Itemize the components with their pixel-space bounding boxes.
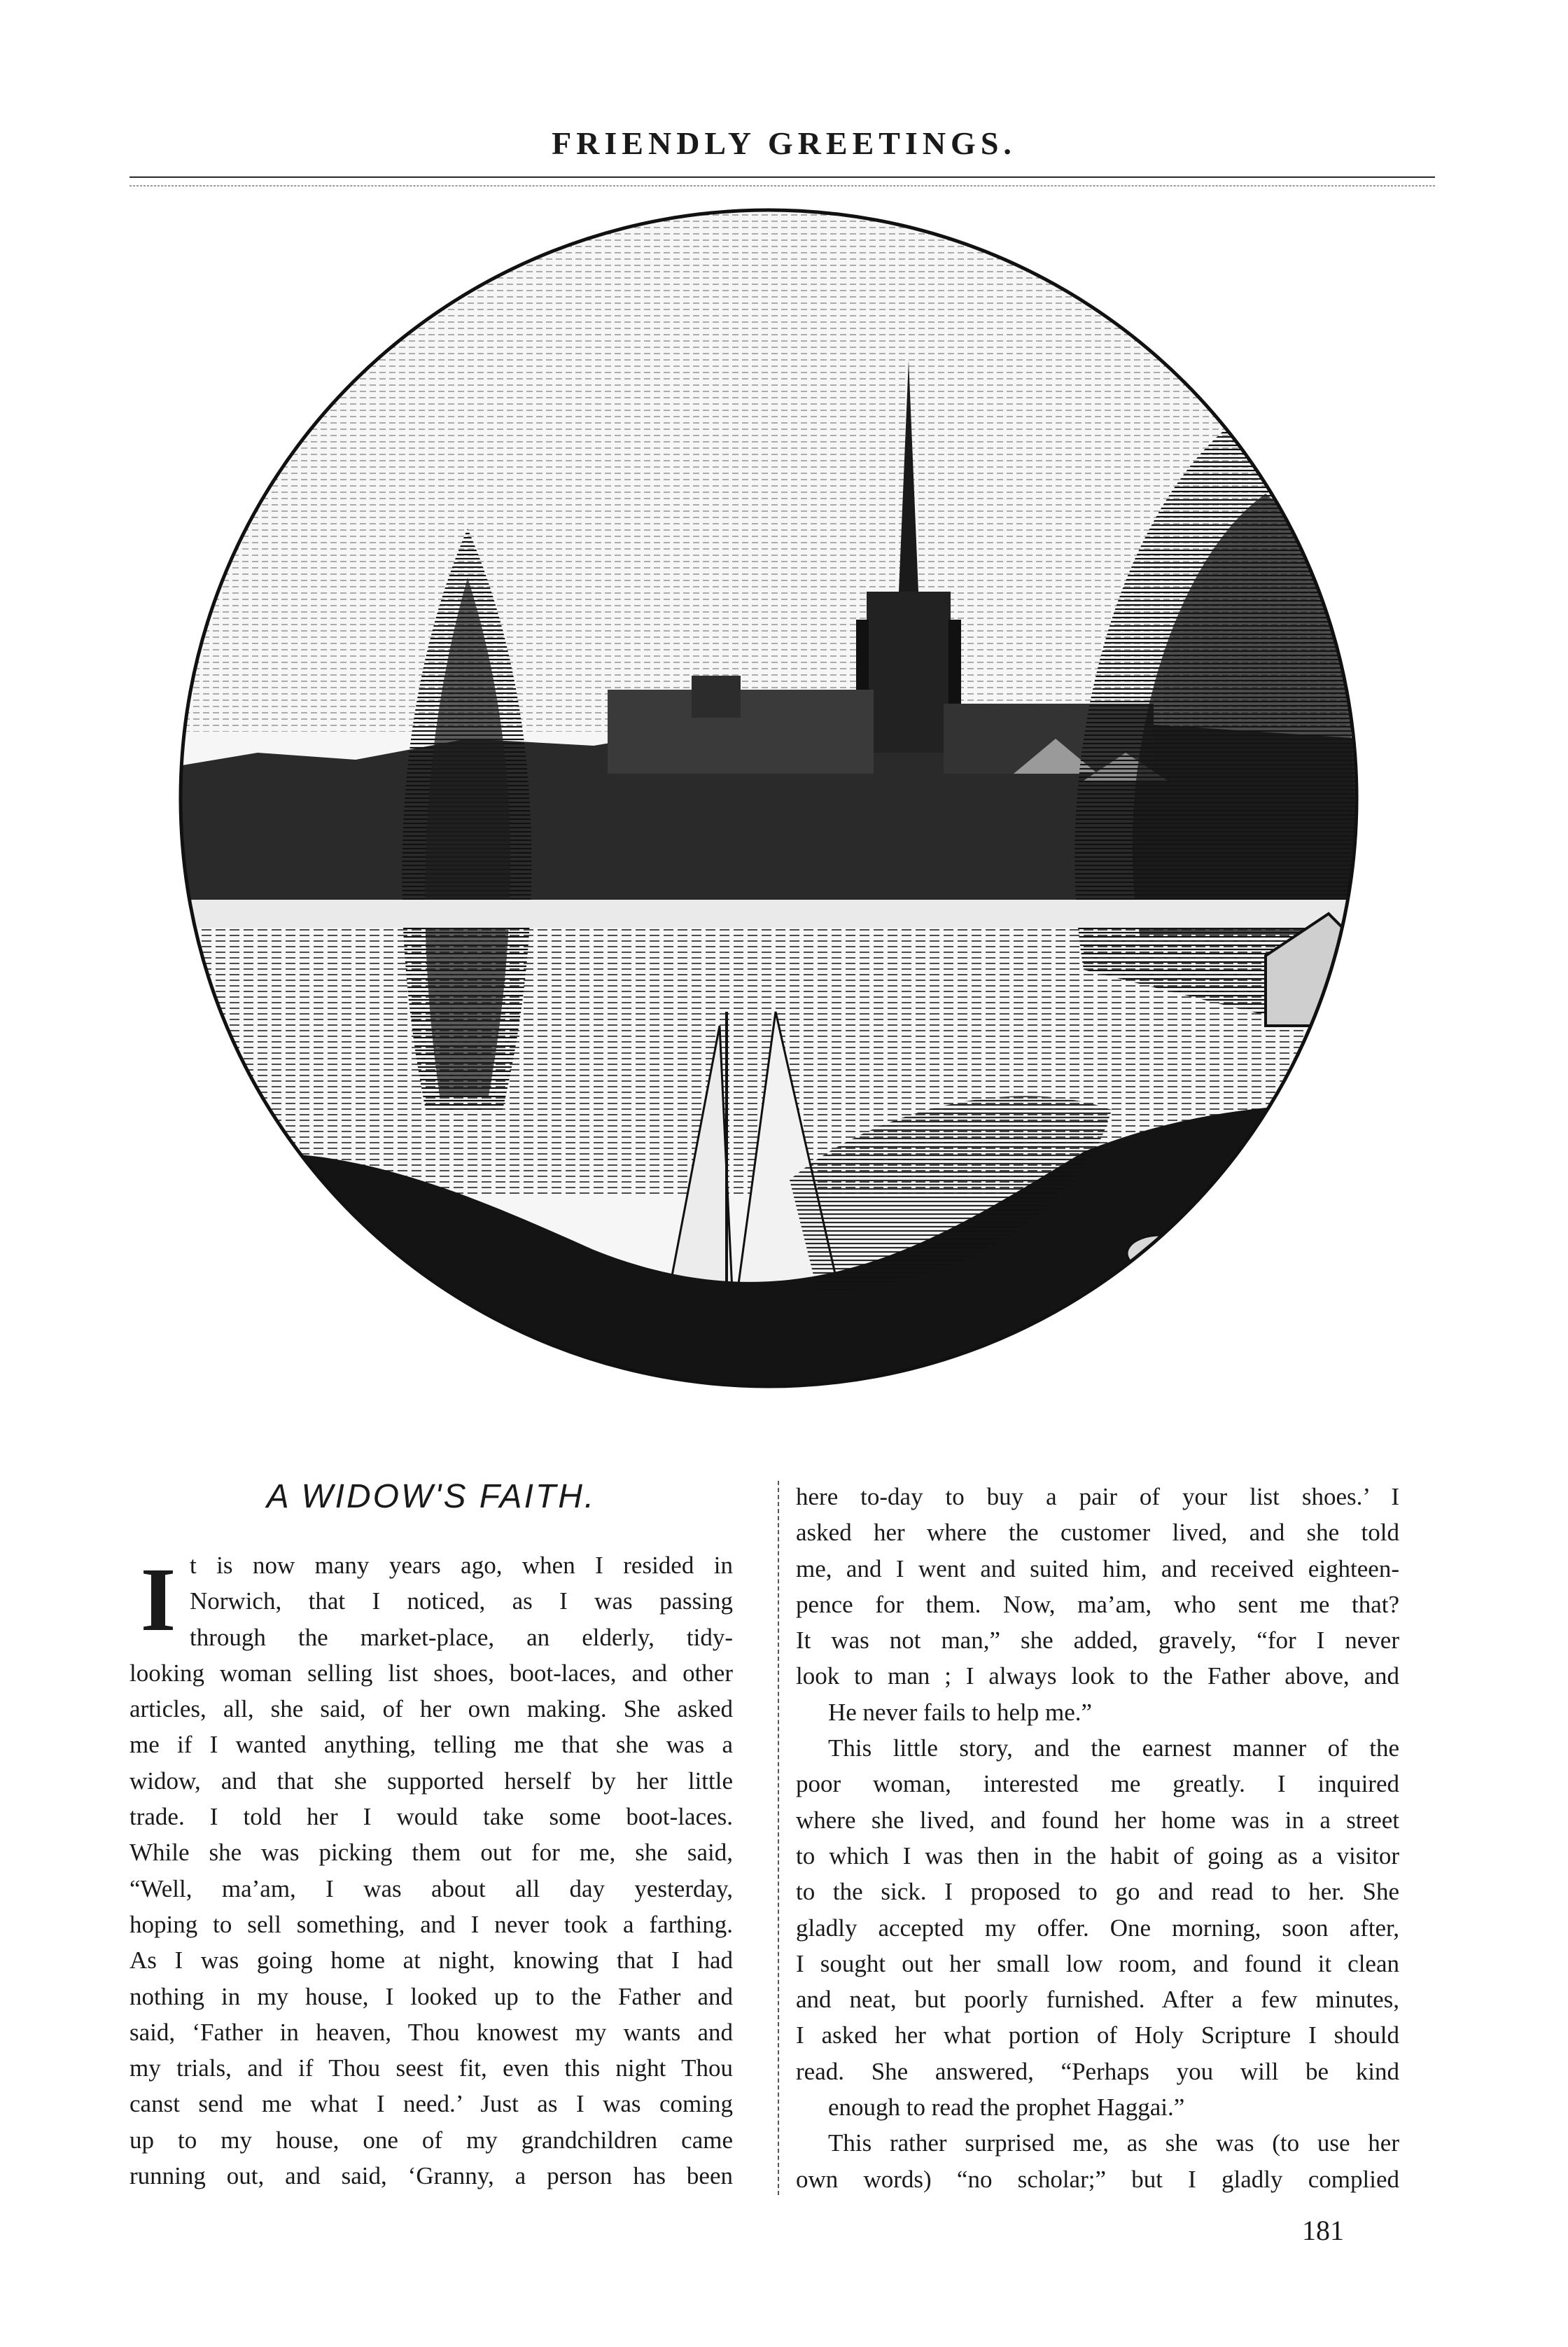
text-line: As I was going home at night, knowing that I had xyxy=(130,1946,733,1975)
text-line: up to my house, one of my grandchildren came xyxy=(130,2126,733,2154)
text-line: This little story, and the earnest manner of the xyxy=(828,1734,1399,1762)
header-rule xyxy=(130,176,1435,178)
text-line: hoping to sell something, and I never took a farthing. xyxy=(130,1910,733,1938)
page-number: 181 xyxy=(1302,2215,1344,2246)
text-line: me if I wanted anything, telling me that she was a xyxy=(130,1731,733,1759)
text-line: said, ‘Father in heaven, Thou knowest my wants and xyxy=(130,2018,733,2046)
text-line: nothing in my house, I looked up to the Father and xyxy=(130,1982,733,2010)
text-line: I sought out her small low room, and found it clean xyxy=(796,1949,1399,1977)
text-line: asked her where the customer lived, and she told xyxy=(796,1519,1399,1547)
text-line: look to man ; I always look to the Father above, and xyxy=(796,1662,1399,1690)
cathedral-view-engraving xyxy=(174,200,1364,1397)
drop-cap: I xyxy=(140,1549,176,1650)
text-line: here to-day to buy a pair of your list shoes.’ I xyxy=(796,1483,1399,1510)
text-line: t is now many years ago, when I resided in xyxy=(190,1552,733,1579)
text-line: Norwich, that I noticed, as I was passing xyxy=(190,1587,733,1615)
text-line: This rather surprised me, as she was (to use her xyxy=(828,2129,1399,2157)
text-line: my trials, and if Thou seest fit, even this night Thou xyxy=(130,2054,733,2082)
running-head: FRIENDLY GREETINGS. xyxy=(552,125,1016,161)
text-line: me, and I went and suited him, and received eighteen- xyxy=(796,1554,1399,1582)
text-line: to which I was then in the habit of going as a visitor xyxy=(796,1841,1399,1869)
text-line: looking woman selling list shoes, boot-laces, and other xyxy=(130,1659,733,1687)
text-line: through the market-place, an elderly, tidy- xyxy=(190,1623,733,1651)
text-line: where she lived, and found her home was in a street xyxy=(796,1806,1399,1834)
text-line: to the sick. I proposed to go and read to her. She xyxy=(796,1878,1399,1906)
column-divider xyxy=(778,1481,779,2195)
text-line: running out, and said, ‘Granny, a person has been xyxy=(130,2162,733,2190)
text-line: and neat, but poorly furnished. After a few minutes, xyxy=(796,1986,1399,2014)
text-line: He never fails to help me.” xyxy=(828,1698,1093,1726)
text-line: trade. I told her I would take some boot-laces. xyxy=(130,1803,733,1831)
text-line: “Well, ma’am, I was about all day yesterday, xyxy=(130,1874,733,1902)
right-column xyxy=(796,1479,1399,2197)
text-line: I asked her what portion of Holy Scripture I should xyxy=(796,2021,1399,2049)
text-line: gladly accepted my offer. One morning, soon after, xyxy=(796,1914,1399,1942)
text-line: pence for them. Now, ma’am, who sent me that? xyxy=(796,1590,1399,1618)
text-line: It was not man,” she added, gravely, “for I never xyxy=(796,1627,1399,1655)
text-line: articles, all, she said, of her own making. She asked xyxy=(130,1695,733,1723)
text-line: poor woman, interested me greatly. I inquired xyxy=(796,1770,1399,1798)
article-title: A WIDOW'S FAITH. xyxy=(266,1478,596,1515)
text-line: widow, and that she supported herself by her little xyxy=(130,1767,733,1795)
left-column xyxy=(130,1547,733,2194)
text-line: read. She answered, “Perhaps you will be kind xyxy=(796,2057,1399,2085)
text-line: canst send me what I need.’ Just as I was coming xyxy=(130,2090,733,2118)
text-line: enough to read the prophet Haggai.” xyxy=(828,2094,1185,2122)
text-line: While she was picking them out for me, she said, xyxy=(130,1839,733,1867)
text-line: own words) “no scholar;” but I gladly complied xyxy=(796,2165,1399,2193)
